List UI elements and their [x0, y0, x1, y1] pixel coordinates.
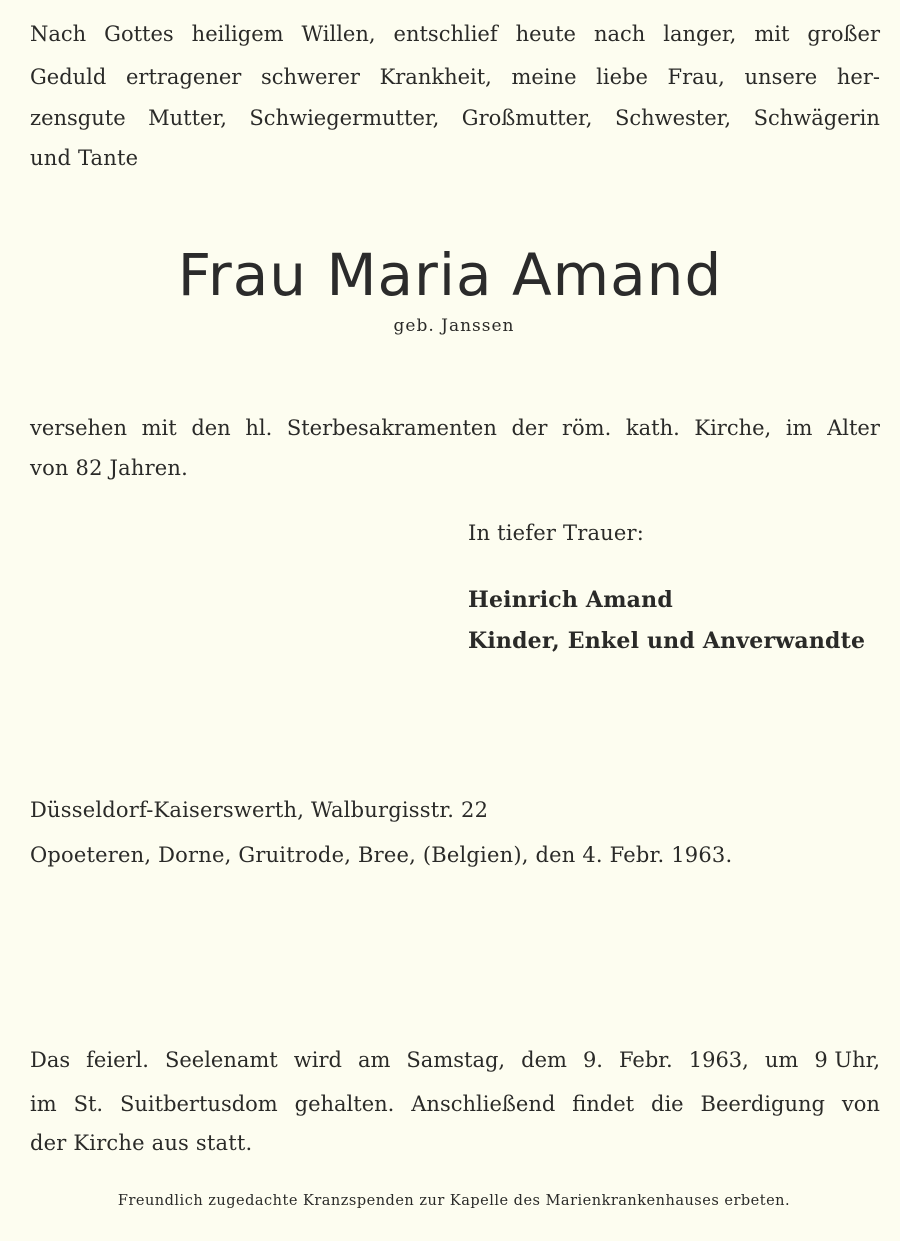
word: unsere	[744, 65, 818, 89]
word: Schwägerin	[753, 106, 880, 130]
word: im	[785, 416, 813, 440]
word: her-	[836, 65, 880, 89]
word: um	[764, 1048, 799, 1072]
word: den	[191, 416, 231, 440]
intro-line-1	[30, 24, 880, 45]
word: Kirche,	[694, 416, 772, 440]
word: Sterbesakramenten	[286, 416, 497, 440]
word: mit	[141, 416, 177, 440]
word: mit	[754, 22, 790, 46]
word: röm.	[562, 416, 612, 440]
word: nach	[593, 22, 646, 46]
word: 9 Uhr,	[814, 1048, 880, 1072]
word: dem	[521, 1048, 567, 1072]
word: die	[651, 1092, 684, 1116]
word: Schwiegermutter,	[249, 106, 440, 130]
word: entschlief	[393, 22, 498, 46]
deceased-name: Frau Maria Amand	[177, 241, 723, 309]
word: im	[30, 1092, 57, 1116]
mourning-heading: In tiefer Trauer:	[468, 521, 645, 545]
word: Großmutter,	[461, 106, 593, 130]
word: großer	[807, 22, 880, 46]
word: versehen	[30, 416, 128, 440]
service-line-2	[30, 1094, 880, 1115]
word: Geduld	[30, 65, 107, 89]
word: Frau,	[667, 65, 725, 89]
word: gehalten.	[294, 1092, 395, 1116]
footer-note: Freundlich zugedachte Kranzspenden zur Kapelle des Marienkrankenhauses erbeten.	[117, 1193, 791, 1209]
word: schwerer	[260, 65, 360, 89]
word: Nach	[30, 22, 87, 46]
word: ertragener	[125, 65, 242, 89]
word: Schwester,	[614, 106, 732, 130]
service-line-3: der Kirche aus statt.	[30, 1131, 253, 1155]
word: 9.	[582, 1048, 603, 1072]
word: langer,	[663, 22, 737, 46]
word: zensgute	[30, 106, 126, 130]
word: 1963,	[688, 1048, 749, 1072]
word: feierl.	[86, 1048, 149, 1072]
word: kath.	[625, 416, 680, 440]
word: Beerdigung	[700, 1092, 825, 1116]
word: Gottes	[104, 22, 174, 46]
word: heiligem	[191, 22, 284, 46]
word: liebe	[596, 65, 648, 89]
word: der	[511, 416, 548, 440]
address-line-1: Düsseldorf-Kaiserswerth, Walburgisstr. 22	[30, 798, 489, 822]
word: Febr.	[619, 1048, 673, 1072]
word: Krankheit,	[379, 65, 492, 89]
word: Willen,	[301, 22, 376, 46]
mourner-name: Heinrich Amand	[468, 587, 673, 613]
word: Samstag,	[406, 1048, 506, 1072]
intro-line-4: und Tante	[30, 146, 139, 170]
word: Mutter,	[148, 106, 227, 130]
word: findet	[572, 1092, 635, 1116]
word: Alter	[827, 416, 880, 440]
intro-line-2	[30, 67, 880, 88]
intro-line-3	[30, 108, 880, 129]
word: St.	[73, 1092, 104, 1116]
maiden-name: geb. Janssen	[393, 316, 515, 336]
word: Das	[30, 1048, 71, 1072]
sacraments-line-2: von 82 Jahren.	[30, 456, 189, 480]
word: am	[357, 1048, 391, 1072]
word: hl.	[245, 416, 273, 440]
word: meine	[511, 65, 577, 89]
word: Suitbertusdom	[120, 1092, 278, 1116]
service-line-1	[30, 1050, 880, 1071]
word: Anschließend	[411, 1092, 556, 1116]
word: wird	[293, 1048, 342, 1072]
word: heute	[515, 22, 576, 46]
sacraments-line-1	[30, 418, 880, 439]
address-line-2: Opoeteren, Dorne, Gruitrode, Bree, (Belgien), den 4. Febr. 1963.	[30, 843, 733, 867]
mourner-family: Kinder, Enkel und Anverwandte	[468, 628, 866, 654]
word: von	[841, 1092, 880, 1116]
word: Seelenamt	[164, 1048, 278, 1072]
